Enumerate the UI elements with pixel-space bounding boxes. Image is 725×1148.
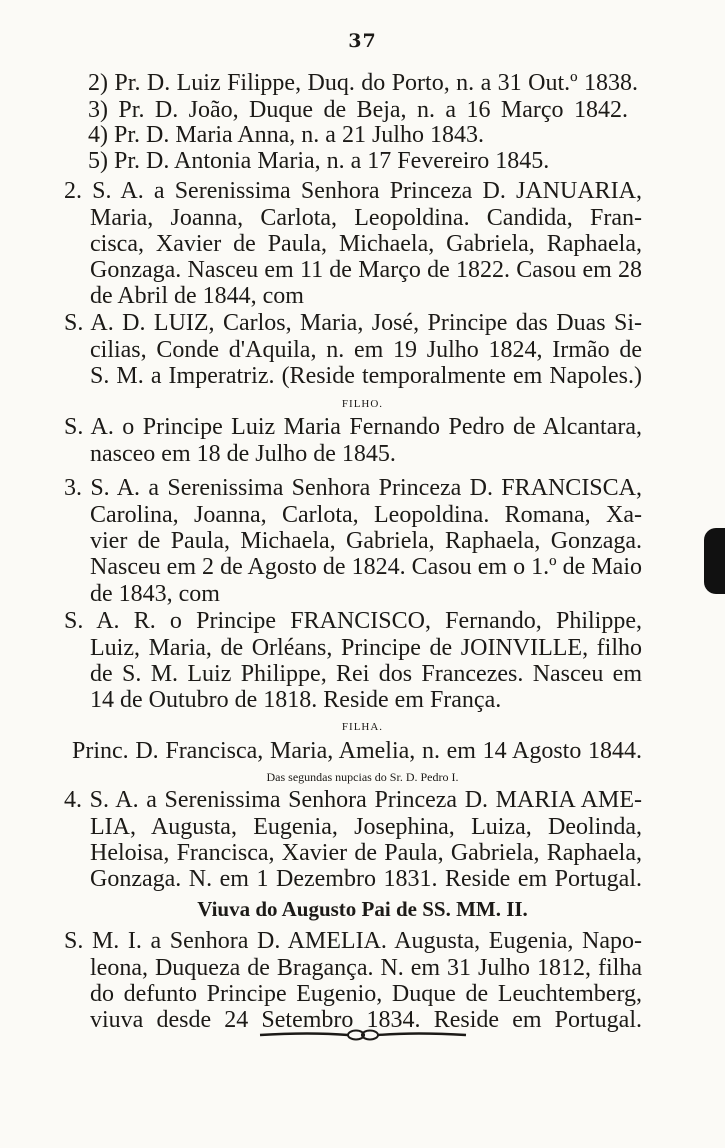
text-line: S. A. D. LUIZ, Carlos, Maria, José, Principe das Duas Si- [64,310,642,336]
text-line: 4. S. A. a Serenissima Senhora Princeza D. MARIA AME- [64,787,642,813]
text-line: S. M. a Imperatriz. (Reside temporalmente em Napoles.) [90,363,642,389]
section-label: FILHO. [341,398,384,410]
text-line: nasceo em 18 de Julho de 1845. [90,441,396,467]
text-line: S. M. I. a Senhora D. AMELIA. Augusta, Eugenia, Napo- [64,928,642,954]
text-line: leona, Duqueza de Bragança. N. em 31 Julho 1812, filha [90,955,642,981]
page-number: 37 [348,30,377,52]
ink-blot [704,528,725,594]
text-line: de S. M. Luiz Philippe, Rei dos Francezes. Nasceu em [90,661,642,687]
text-line: LIA, Augusta, Eugenia, Josephina, Luiza, Deolinda, [90,814,642,840]
text-line: Luiz, Maria, de Orléans, Principe de JOINVILLE, filho [90,635,642,661]
text-line: S. A. R. o Principe FRANCISCO, Fernando, Philippe, [64,608,642,634]
text-line: 14 de Outubro de 1818. Reside em França. [90,687,502,713]
text-line: 3. S. A. a Serenissima Senhora Princeza D. FRANCISCA, [64,475,642,501]
text-line: Princ. D. Francisca, Maria, Amelia, n. em 14 Agosto 1844. [72,738,642,764]
text-line: Gonzaga. N. em 1 Dezembro 1831. Reside em Portugal. [90,866,642,892]
text-line: 3) Pr. D. João, Duque de Beja, n. a 16 Março 1842. [88,97,628,123]
text-line: de Abril de 1844, com [90,283,304,309]
section-note: Das segundas nupcias do Sr. D. Pedro I. [266,770,459,784]
section-heading: Viuva do Augusto Pai de SS. MM. II. [197,897,528,921]
text-line: de 1843, com [90,581,220,607]
text-line: Heloisa, Francisca, Xavier de Paula, Gabriela, Raphaela, [90,840,642,866]
text-line: 2. S. A. a Serenissima Senhora Princeza D. JANUARIA, [64,178,642,204]
text-line: Nasceu em 2 de Agosto de 1824. Casou em o 1.º de Maio [90,554,642,580]
text-line: vier de Paula, Michaela, Gabriela, Raphaela, Gonzaga. [90,528,642,554]
text-line: cisca, Xavier de Paula, Michaela, Gabriela, Raphaela, [90,231,642,257]
text-line: 2) Pr. D. Luiz Filippe, Duq. do Porto, n. a 31 Out.º 1838. [88,70,638,96]
text-line: Maria, Joanna, Carlota, Leopoldina. Candida, Fran- [90,205,642,231]
text-line: viuva desde 24 Setembro 1834. Reside em Portugal. [90,1007,642,1033]
text-line: cilias, Conde d'Aquila, n. em 19 Julho 1824, Irmão de [90,337,642,363]
text-line: do defunto Principe Eugenio, Duque de Leuchtemberg, [90,981,642,1007]
text-line: 5) Pr. D. Antonia Maria, n. a 17 Fevereiro 1845. [88,148,550,174]
text-line: S. A. o Principe Luiz Maria Fernando Pedro de Alcantara, [64,414,642,440]
ornament-divider [258,1025,468,1045]
section-label: FILHA. [341,721,384,733]
text-line: Gonzaga. Nasceu em 11 de Março de 1822. Casou em 28 [90,257,642,283]
text-line: Carolina, Joanna, Carlota, Leopoldina. Romana, Xa- [90,502,642,528]
text-line: 4) Pr. D. Maria Anna, n. a 21 Julho 1843. [88,122,484,148]
